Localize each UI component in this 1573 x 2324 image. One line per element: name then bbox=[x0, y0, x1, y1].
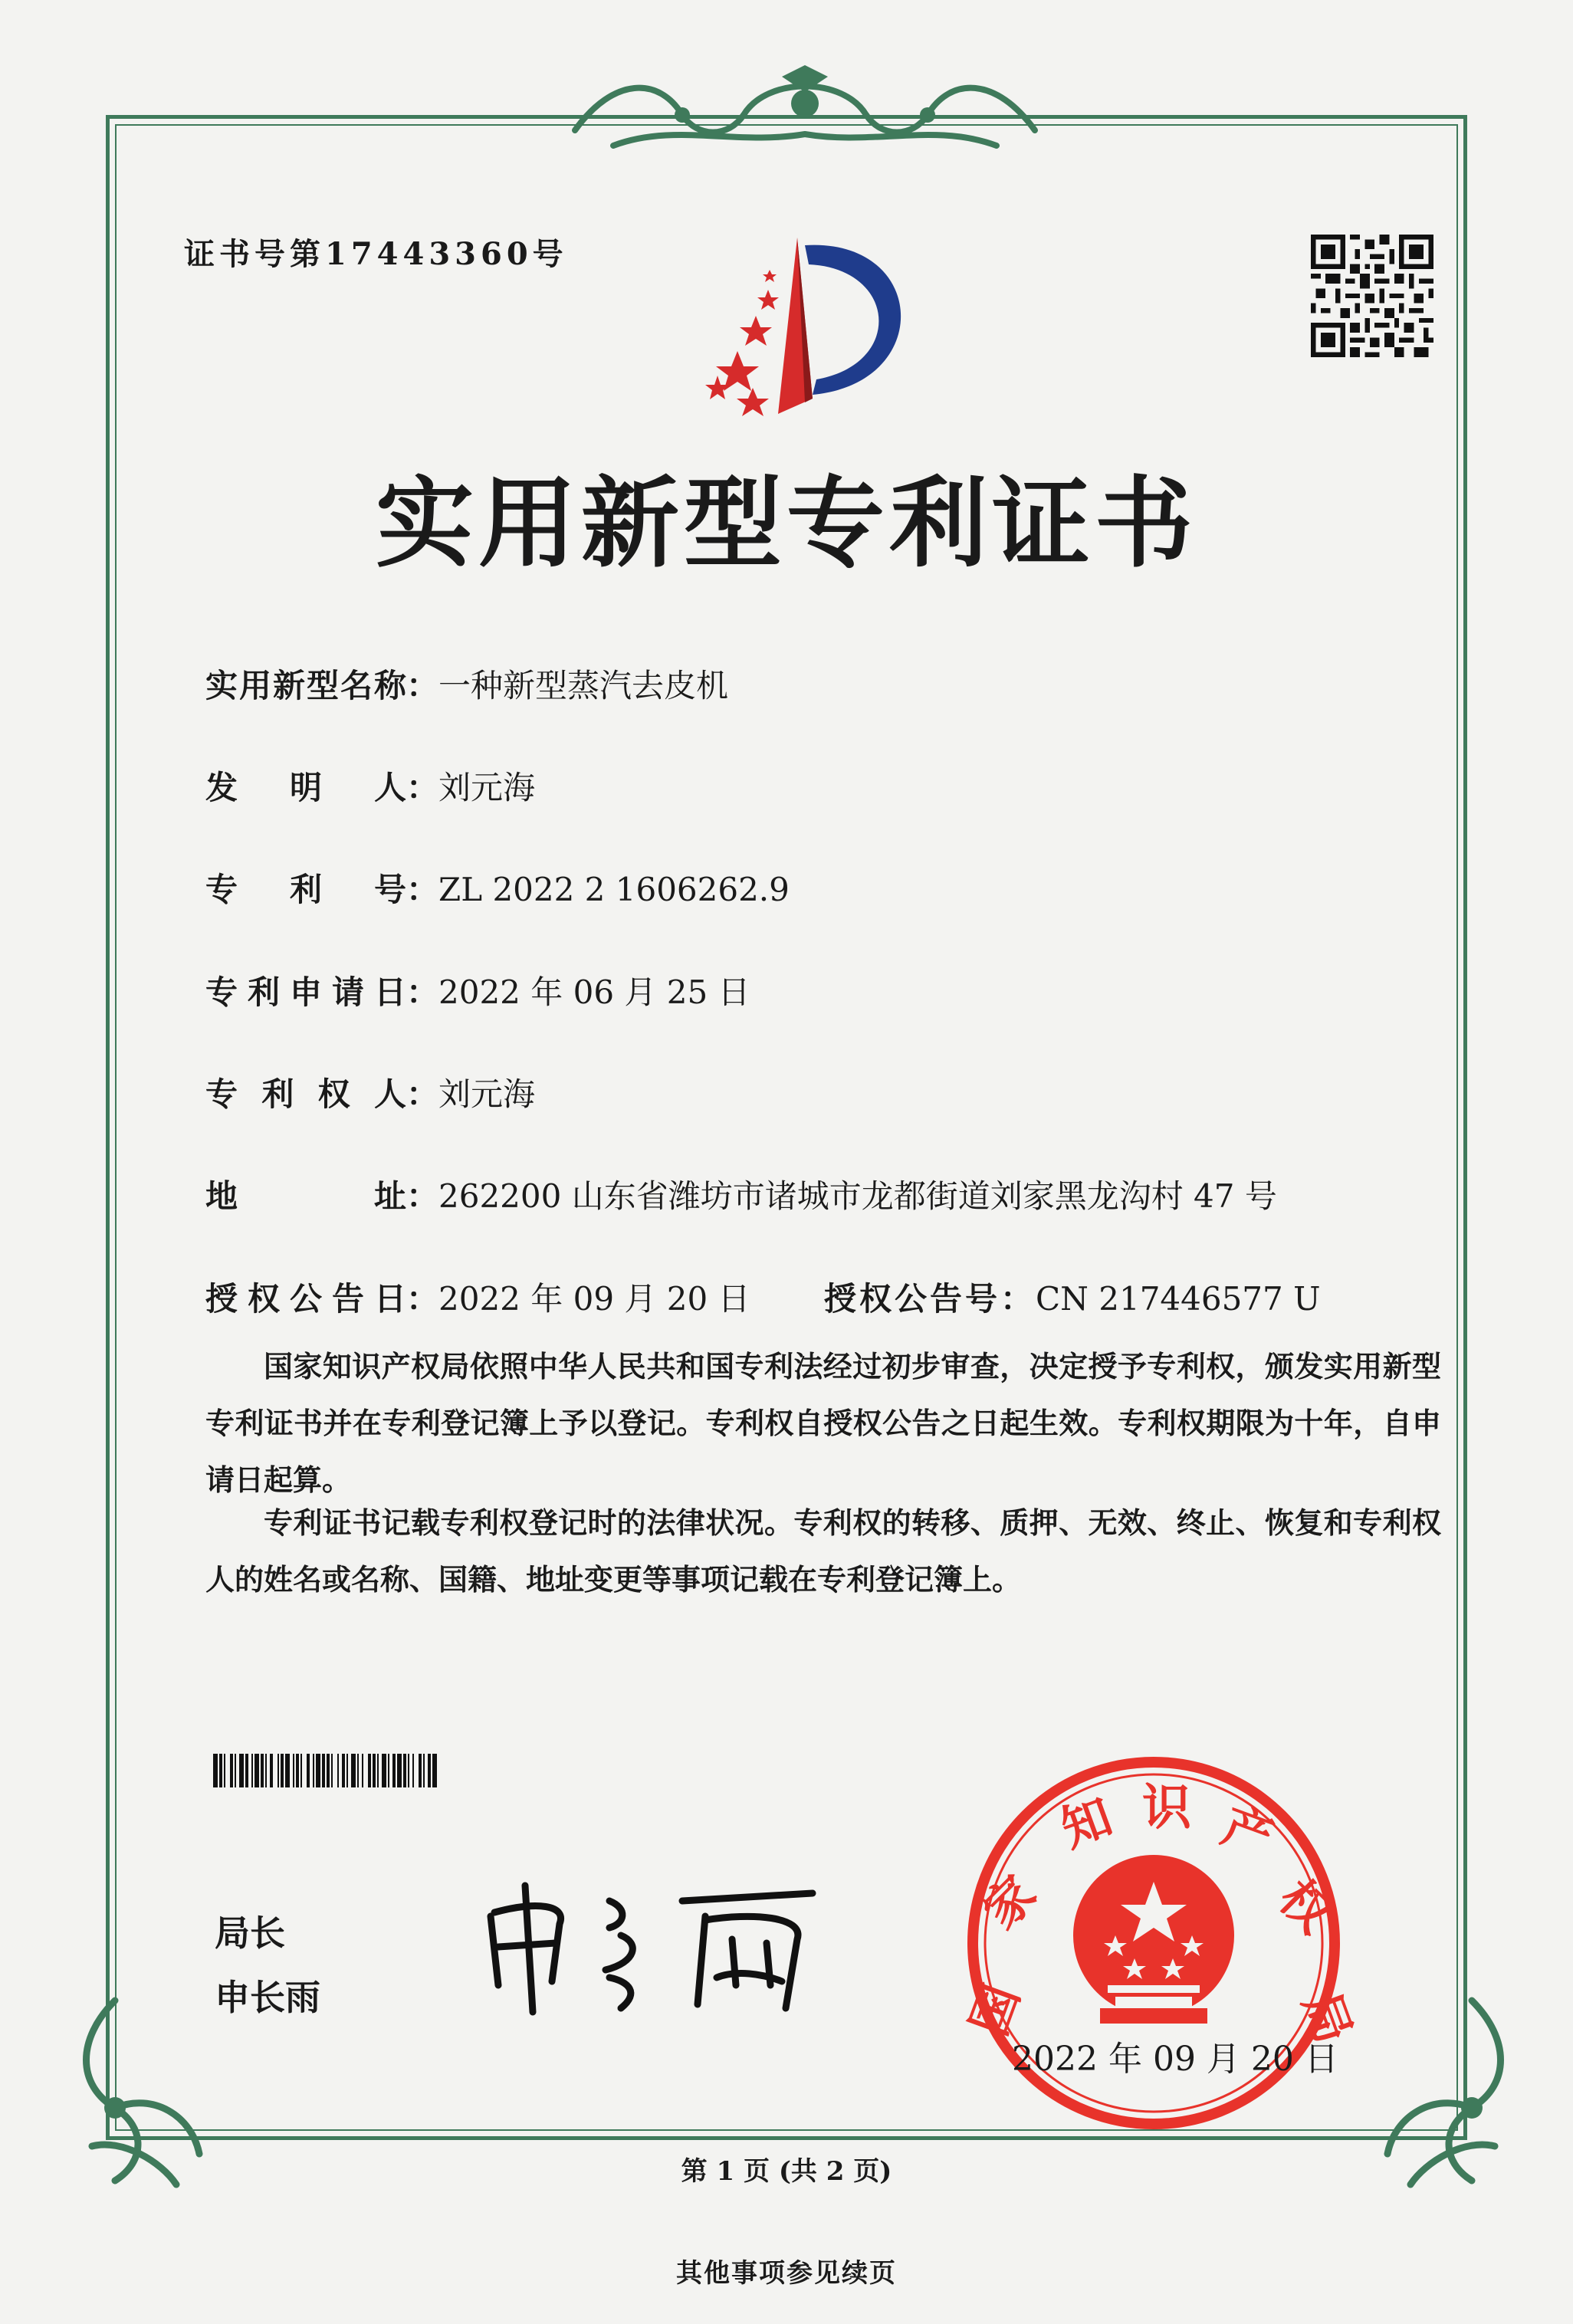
field-value: 一种新型蒸汽去皮机 bbox=[438, 667, 729, 704]
barcode-icon bbox=[213, 1754, 635, 1787]
field-label: 地址 bbox=[205, 1177, 406, 1215]
field-row-inventor bbox=[205, 763, 535, 809]
field-value: 刘元海 bbox=[438, 769, 536, 806]
field-row-patentee bbox=[205, 1069, 535, 1115]
field-label: 专利权人 bbox=[205, 1075, 406, 1113]
field-value: 刘元海 bbox=[438, 1075, 536, 1113]
field-value: 2022 年 09 月 20 日 bbox=[438, 1280, 750, 1318]
svg-text:产: 产 bbox=[1214, 1797, 1281, 1868]
field-colon: ： bbox=[406, 871, 439, 908]
legal-paragraph-2: 专利证书记载专利权登记时的法律状况。专利权的转移、质押、无效、终止、恢复和专利权人的姓名或名称、国籍、地址变更等事项记载在专利登记簿上。 bbox=[205, 1505, 1441, 1597]
field-row-grant-date bbox=[205, 1274, 750, 1320]
field-label: 实用新型名称 bbox=[205, 667, 406, 704]
svg-text:家: 家 bbox=[972, 1865, 1048, 1941]
svg-text:识: 识 bbox=[1142, 1779, 1191, 1837]
field-row-address bbox=[205, 1171, 1277, 1217]
field-colon: ： bbox=[406, 1280, 439, 1318]
field-value: 2022 年 06 月 25 日 bbox=[438, 973, 750, 1011]
field-label: 授权公告号： bbox=[824, 1280, 1036, 1318]
field-colon: ： bbox=[406, 973, 439, 1011]
field-label: 发明人 bbox=[205, 769, 406, 806]
page-title: 实用新型专利证书 bbox=[375, 467, 1197, 581]
certificate-number: 证书号第17443360号 bbox=[184, 236, 568, 272]
field-row-publication-number bbox=[824, 1274, 1321, 1320]
svg-text:国: 国 bbox=[960, 1977, 1031, 2043]
legal-paragraph-1: 国家知识产权局依照中华人民共和国专利法经过初步审查，决定授予专利权，颁发实用新型专利证书并在专利登记簿上予以登记。专利权自授权公告之日起生效。专利权期限为十年，自申请日起算。 bbox=[205, 1349, 1441, 1497]
barcode-bar bbox=[437, 1754, 438, 1787]
page-number: 第 1 页 (共 2 页) bbox=[681, 2156, 892, 2187]
field-colon: ： bbox=[406, 1177, 439, 1215]
field-row-application-date bbox=[205, 967, 750, 1013]
continued-note: 其他事项参见续页 bbox=[676, 2258, 897, 2289]
field-value: ZL 2022 2 1606262.9 bbox=[438, 871, 790, 908]
patent-logo-icon bbox=[682, 230, 943, 429]
field-label: 专利申请日 bbox=[205, 973, 406, 1011]
svg-text:权: 权 bbox=[1267, 1869, 1343, 1945]
field-colon: ： bbox=[406, 1075, 439, 1113]
signature-icon bbox=[475, 1870, 836, 2016]
field-label: 专利号 bbox=[205, 871, 406, 908]
top-ornament-icon bbox=[567, 61, 1043, 161]
field-colon: ： bbox=[406, 769, 439, 806]
field-value: CN 217446577 U bbox=[1036, 1280, 1321, 1318]
seal-date: 2022 年 09 月 20 日 bbox=[1012, 2040, 1338, 2079]
svg-text:知: 知 bbox=[1053, 1787, 1120, 1860]
field-value: 262200 山东省潍坊市诸城市龙都街道刘家黑龙沟村 47 号 bbox=[438, 1177, 1277, 1215]
field-row-utility-model-name bbox=[205, 661, 728, 707]
field-colon: ： bbox=[406, 667, 439, 704]
svg-text:局: 局 bbox=[1291, 1984, 1363, 2051]
qr-code-icon[interactable] bbox=[1311, 235, 1433, 357]
director-name: 申长雨 bbox=[215, 1977, 320, 2018]
field-label: 授权公告日 bbox=[205, 1280, 406, 1318]
director-title: 局长 bbox=[215, 1912, 285, 1954]
field-row-patent-number bbox=[205, 865, 790, 911]
